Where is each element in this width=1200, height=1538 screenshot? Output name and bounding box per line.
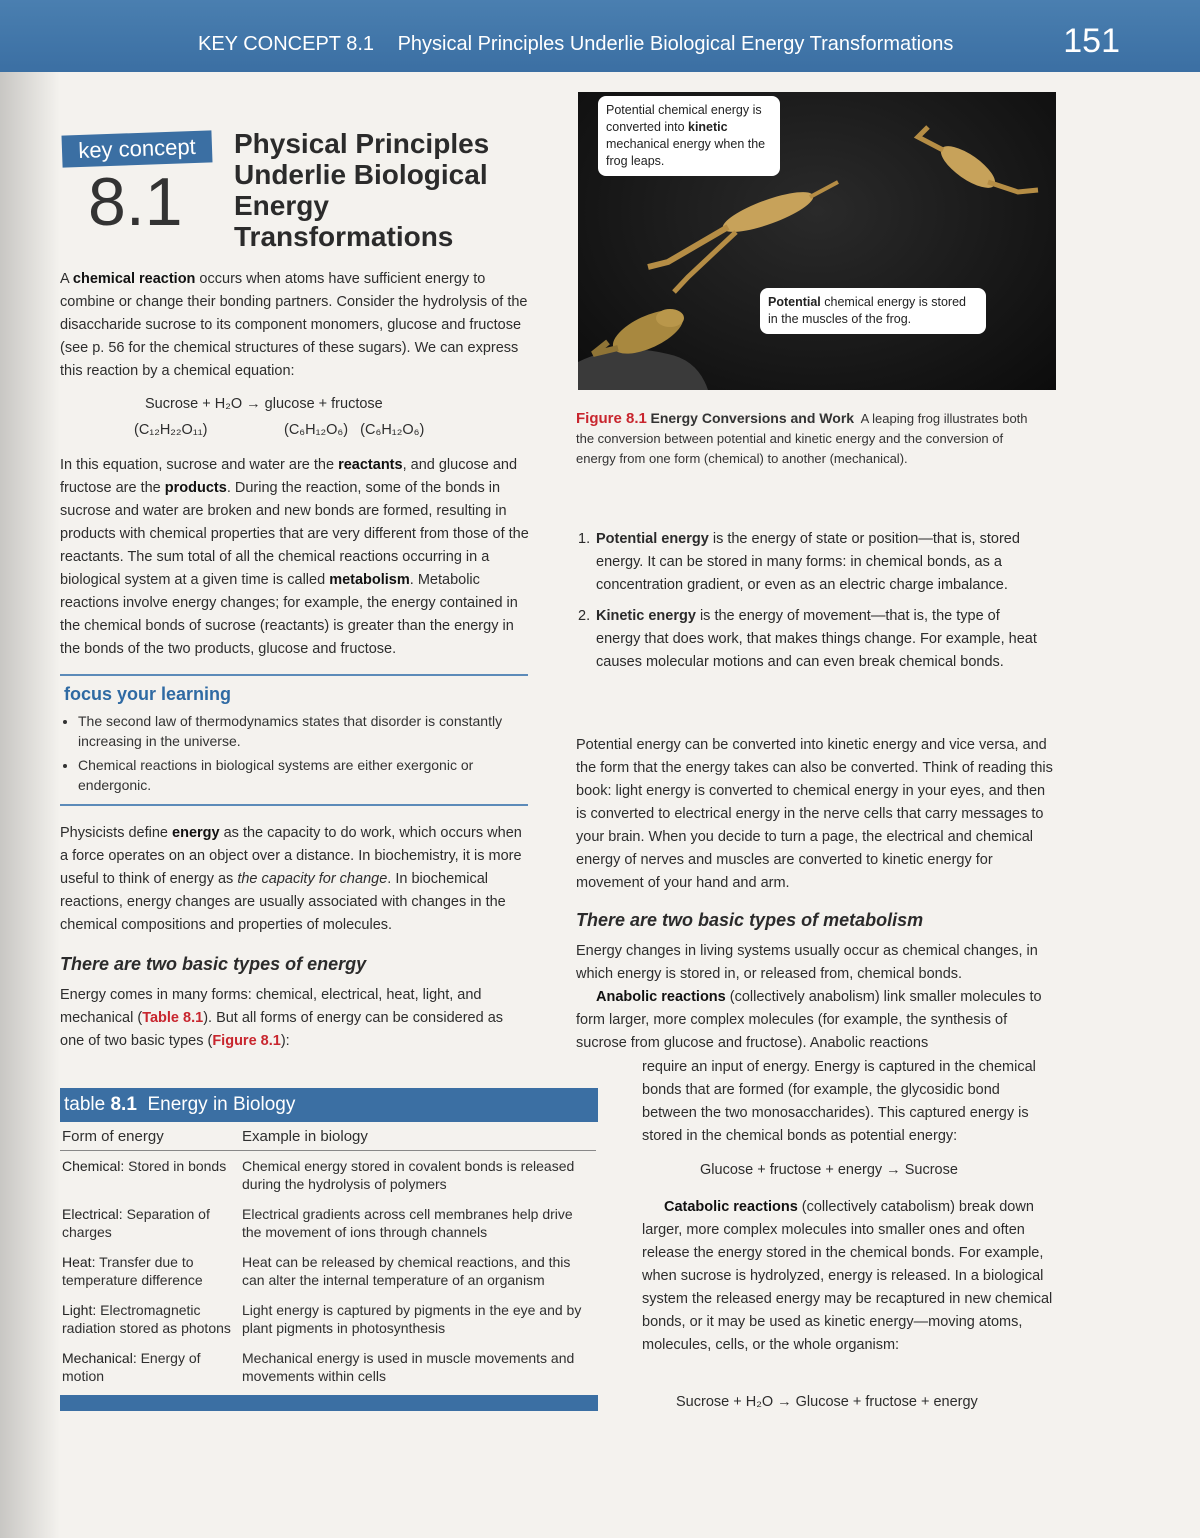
anabolic-continuation: require an input of energy. Energy is captured in the chemical bonds that are formed (for example, the glycosidic bond between the two monosaccharides). This captured energy is stored in the chemical bonds as potential energy:: [642, 1059, 1036, 1144]
frog-leap-photo: [578, 92, 1056, 390]
section-heading-energy-types: There are two basic types of energy: [60, 954, 367, 974]
table-cell-form: Chemical: Stored in bonds: [62, 1158, 227, 1174]
running-header: [0, 0, 1200, 72]
key-concept-badge: key concept: [61, 130, 212, 167]
header-title: [198, 33, 953, 56]
table-cell-example: Mechanical energy is used in muscle movements and movements within cells: [242, 1350, 575, 1384]
page-number: 151: [1063, 22, 1120, 60]
section-heading-metabolism-types: There are two basic types of metabolism: [576, 910, 924, 930]
equation-formula-sucrose: (C₁₂H₂₂O₁₁): [134, 422, 208, 438]
header-key-concept: KEY CONCEPT 8.1: [198, 33, 374, 55]
figure-number: Figure 8.1: [576, 410, 647, 427]
table-cell-example: Heat can be released by chemical reactions, and this can alter the internal temperature of an organism: [242, 1254, 571, 1288]
equation-catabolic: Sucrose + H₂O → Glucose + fructose + energy: [676, 1394, 978, 1410]
callout-kinetic: Potential chemical energy is converted into kinetic mechanical energy when the frog leaps.: [598, 96, 780, 176]
focus-item: • Chemical reactions in biological systems are either exergonic or endergonic.: [78, 755, 528, 795]
figure-title: Energy Conversions and Work: [650, 410, 855, 426]
list-item: 2. Kinetic energy is the energy of movement—that is, the type of energy that does work, that makes things change. For example, heat causes molecular motions and can even break chemical bonds.: [578, 608, 1037, 670]
focus-your-learning-box: [60, 674, 528, 806]
conversion-paragraph: Potential energy can be converted into kinetic energy and vice versa, and the form that the energy takes can also be converted. Think of reading this book: light energy is converted to chemical energy in your eyes, and then is converted to electrical energy in the nerve cells that carry messages to your brain. When you decide to turn a page, the electrical and chemical energy of nerves and muscles are converted to kinetic energy for movement of your hand and arm.: [576, 737, 1053, 891]
focus-item: • The second law of thermodynamics states that disorder is constantly increasing in the universe.: [78, 711, 528, 751]
figure-caption: Figure 8.1 Energy Conversions and Work A leaping frog illustrates both the conversion between potential and kinetic energy and the conversion of energy from one form (chemical) to another (mechanical).: [576, 410, 1028, 466]
focus-title: focus your learning: [64, 684, 232, 704]
energy-types-list: [578, 528, 1048, 682]
table-caption: table 8.1 Energy in Biology: [60, 1088, 598, 1122]
table-cell-form: Mechanical: Energy of motion: [62, 1350, 201, 1384]
header-chapter-title: Physical Principles Underlie Biological Energy Transformations: [397, 33, 954, 55]
catabolic-paragraph: Catabolic reactions (collectively catabolism) break down larger, more complex molecules into smaller ones and often release the energy stored in the chemical bonds. For example, when sucrose is hydrolyzed, energy is released. In a biological system the released energy may be recaptured in new chemical bonds, or it may be used as kinetic energy—moving atoms, molecules, cells, or the whole organism:: [642, 1199, 1053, 1353]
term-chemical-reaction: chemical reaction: [72, 271, 196, 287]
key-concept-title: Physical Principles Underlie Biological Energy Transformations: [234, 128, 490, 252]
table-row: [60, 1199, 596, 1247]
equation-anabolic: Glucose + fructose + energy → Sucrose: [700, 1162, 958, 1178]
focus-list: [60, 711, 528, 795]
key-concept-number: 8.1: [88, 164, 183, 240]
table-reference-link[interactable]: Table 8.1: [142, 1010, 204, 1026]
energy-table: [60, 1088, 598, 1411]
table-cell-form: Electrical: Separation of charges: [62, 1206, 210, 1240]
figure-reference-link[interactable]: Figure 8.1: [212, 1033, 281, 1049]
callout-potential: Potential chemical energy is stored in the muscles of the frog.: [760, 288, 986, 334]
intro-paragraph: A chemical reaction occurs when atoms have sufficient energy to combine or change their bonding partners. Consider the hydrolysis of the disaccharide sucrose to its component monomers, glucose and fructose (see p. 56 for the chemical structures of these sugars). We can express this reaction by a chemical equation:: [60, 271, 528, 379]
table-row: [60, 1247, 596, 1295]
table-row: [60, 1295, 596, 1343]
column-header-form: Form of energy: [60, 1122, 240, 1151]
table-cell-form: Light: Electromagnetic radiation stored as photons: [62, 1302, 231, 1336]
table-cell-example: Light energy is captured by pigments in the eye and by plant pigments in photosynthesis: [242, 1302, 582, 1336]
page-gutter-shadow: [0, 0, 60, 1538]
metabolism-paragraph: Energy changes in living systems usually occur as chemical changes, in which energy is stored in, or released from, chemical bonds. Anabolic reactions (collectively anabolism) link smaller molecules to form larger, more complex molecules (for example, the synthesis of sucrose from glucose and fructose). Anabolic reactions: [576, 943, 1042, 1051]
energy-definition-paragraph: Physicists define energy as the capacity to do work, which occurs when a force operates on an object over a distance. In biochemistry, it is more useful to think of energy as the capacity for change. In biochemical reactions, energy changes are usually associated with changes in the chemical compositions and properties of molecules.: [60, 825, 522, 933]
table-row: [60, 1151, 596, 1200]
table-cell-example: Electrical gradients across cell membranes help drive the movement of ions through channels: [242, 1206, 573, 1240]
table-row: [60, 1343, 596, 1391]
energy-types-paragraph: Energy comes in many forms: chemical, electrical, heat, light, and mechanical (Table 8.1). But all forms of energy can be considered as one of two basic types (Figure 8.1):: [60, 987, 504, 1049]
table-cell-form: Heat: Transfer due to temperature difference: [62, 1254, 203, 1288]
reactants-paragraph: In this equation, sucrose and water are the reactants, and glucose and fructose are the products. During the reaction, some of the bonds in sucrose and water are broken and new bonds are formed, resulting in products with chemical properties that are very different from those of the reactants. The sum total of all the chemical reactions occurring in a biological system at a given time is called metabolism. Metabolic reactions involve energy changes; for example, the energy contained in the chemical bonds of sucrose (reactants) is greater than the energy in the bonds of the two products, glucose and fructose.: [60, 457, 529, 657]
table-body: [60, 1122, 596, 1391]
frog-landing-icon: [918, 127, 1038, 195]
list-item: 1. Potential energy is the energy of state or position—that is, stored energy. It can be stored in many forms: in chemical bonds, as a concentration gradient, or even as an electric charge imbalance.: [578, 531, 1020, 593]
table-cell-example: Chemical energy stored in covalent bonds is released during the hydrolysis of polymers: [242, 1158, 575, 1192]
frog-leaping-icon: [648, 182, 838, 292]
column-header-example: Example in biology: [240, 1122, 596, 1151]
table-footer-bar: [60, 1395, 598, 1411]
equation-sucrose-hydrolysis: Sucrose + H₂O → glucose + fructose: [145, 396, 383, 412]
equation-formula-products: (C₆H₁₂O₆) (C₆H₁₂O₆): [284, 422, 425, 438]
